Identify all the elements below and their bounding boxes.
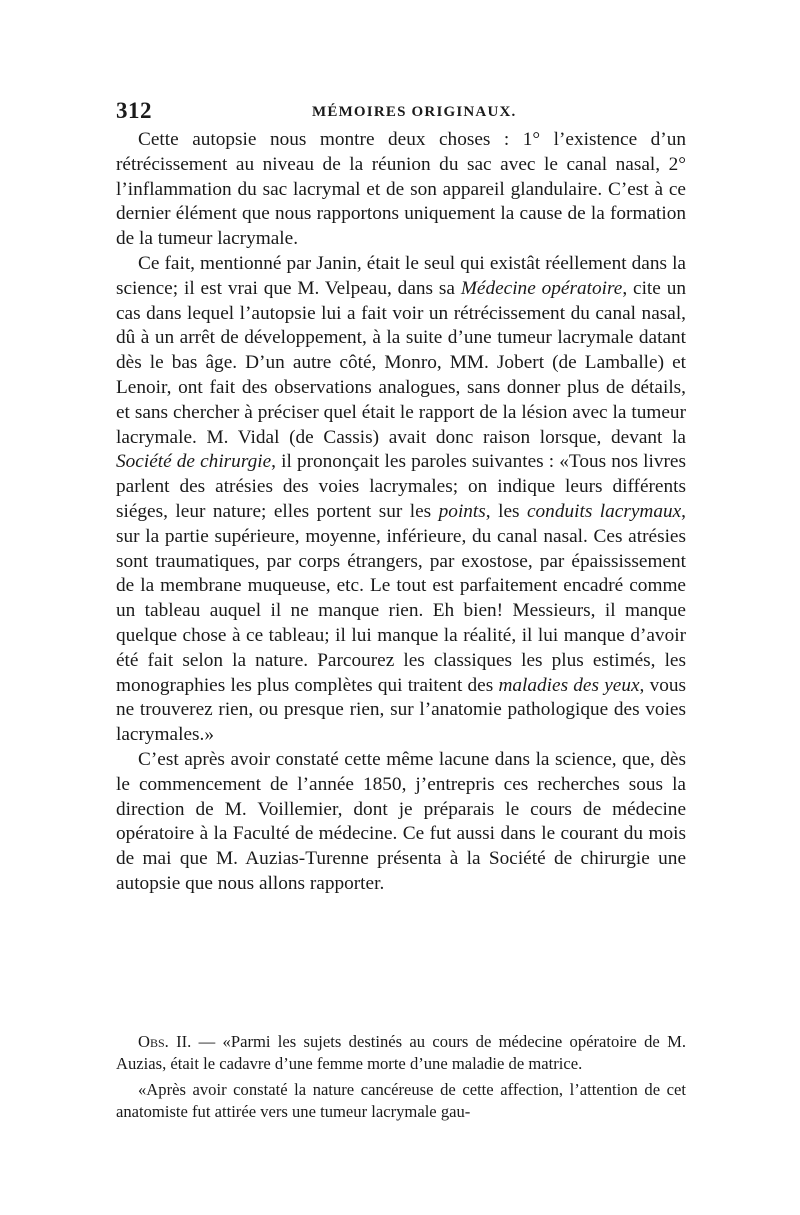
paragraph <box>116 128 686 252</box>
italic-text: Société de chirurgie <box>116 451 272 473</box>
text-run: «Après avoir constaté la nature cancéreuse de cette affection, l’attention de cet anatomiste fut attirée vers une tumeur lacrymale gau- <box>116 1079 686 1122</box>
italic-text: conduits lacrymaux <box>526 500 682 522</box>
running-head: MÉMOIRES ORIGINAUX. <box>312 104 517 120</box>
main-text <box>116 128 686 897</box>
text-run: — «Parmi les sujets destinés au cours de médecine opératoire de M. Auzias, était le cadavre d’une femme morte d’une maladie de matrice. <box>116 1032 686 1074</box>
italic-text: maladies des yeux <box>498 674 640 696</box>
observation-label: Obs. II. <box>138 1032 192 1051</box>
text-run: C’est après avoir constaté cette même lacune dans la science, que, dès le commencement de l’année 1850, j’entrepris ces recherches sous la direction de M. Voillemier, dont je préparais le cours de médecine opératoire à la Faculté de médecine. Ce fut aussi dans le courant du mois de mai que M. Auzias-Turenne présenta à la Société de chirurgie une autopsie que nous allons rapporter. <box>116 748 686 894</box>
italic-text: Médecine opératoire <box>460 277 623 299</box>
text-run: , vous ne trouverez rien, ou presque rien, sur l’anatomie pathologique des voies lacrymales.» <box>116 674 686 746</box>
paragraph <box>116 252 686 748</box>
observation-paragraph <box>116 1031 686 1076</box>
text-run: , cite un cas dans lequel l’autopsie lui a fait voir un rétrécissement du canal nasal, dû à un arrêt de développement, à la suite d’une tumeur lacrymale datant dès le bas âge. D’un autre côté, Monro, MM. Jobert (de Lamballe) et Lenoir, ont fait des observations analogues, sans donner plus de détails, et sans chercher à préciser quel était le rapport de la lésion avec la tumeur lacrymale. M. Vidal (de Cassis) avait donc raison lorsque, devant la <box>116 277 687 448</box>
page-header <box>116 98 686 128</box>
text-run: Cette autopsie nous montre deux choses : 1° l’existence d’un rétrécissement au niveau de la réunion du sac avec le canal nasal, 2° l’inflammation du sac lacrymal et de son appareil glandulaire. C’est à ce dernier élément que nous rapportons uniquement la cause de la formation de la tumeur lacrymale. <box>116 129 686 250</box>
observation-text <box>116 1031 686 1124</box>
text-run: , les <box>485 500 527 522</box>
paragraph <box>116 748 686 897</box>
text-run: , il prononçait les paroles suivantes : «Tous nos livres parlent des atrésies des voies lacrymales; on indique leurs différents siéges, leur nature; elles portent sur les <box>116 451 686 522</box>
text-run: , sur la partie supérieure, moyenne, inférieure, du canal nasal. Ces atrésies sont traumatiques, par corps étrangers, par exostose, par épaississement de la membrane muqueuse, etc. Le tout est parfaitement encadré comme un tableau auquel il ne manque rien. Eh bien! Messieurs, il manque quelque chose à ce tableau; il lui manque la réalité, il lui manque d’avoir été fait selon la nature. Parcourez les classiques les plus estimés, les monographies les plus complètes qui traitent des <box>116 500 686 696</box>
page-number: 312 <box>116 98 152 123</box>
text-run: Ce fait, mentionné par Janin, était le seul qui existât réellement dans la science; il est vrai que M. Velpeau, dans sa <box>116 252 686 299</box>
observation-paragraph <box>116 1079 686 1124</box>
italic-text: points <box>438 500 486 522</box>
